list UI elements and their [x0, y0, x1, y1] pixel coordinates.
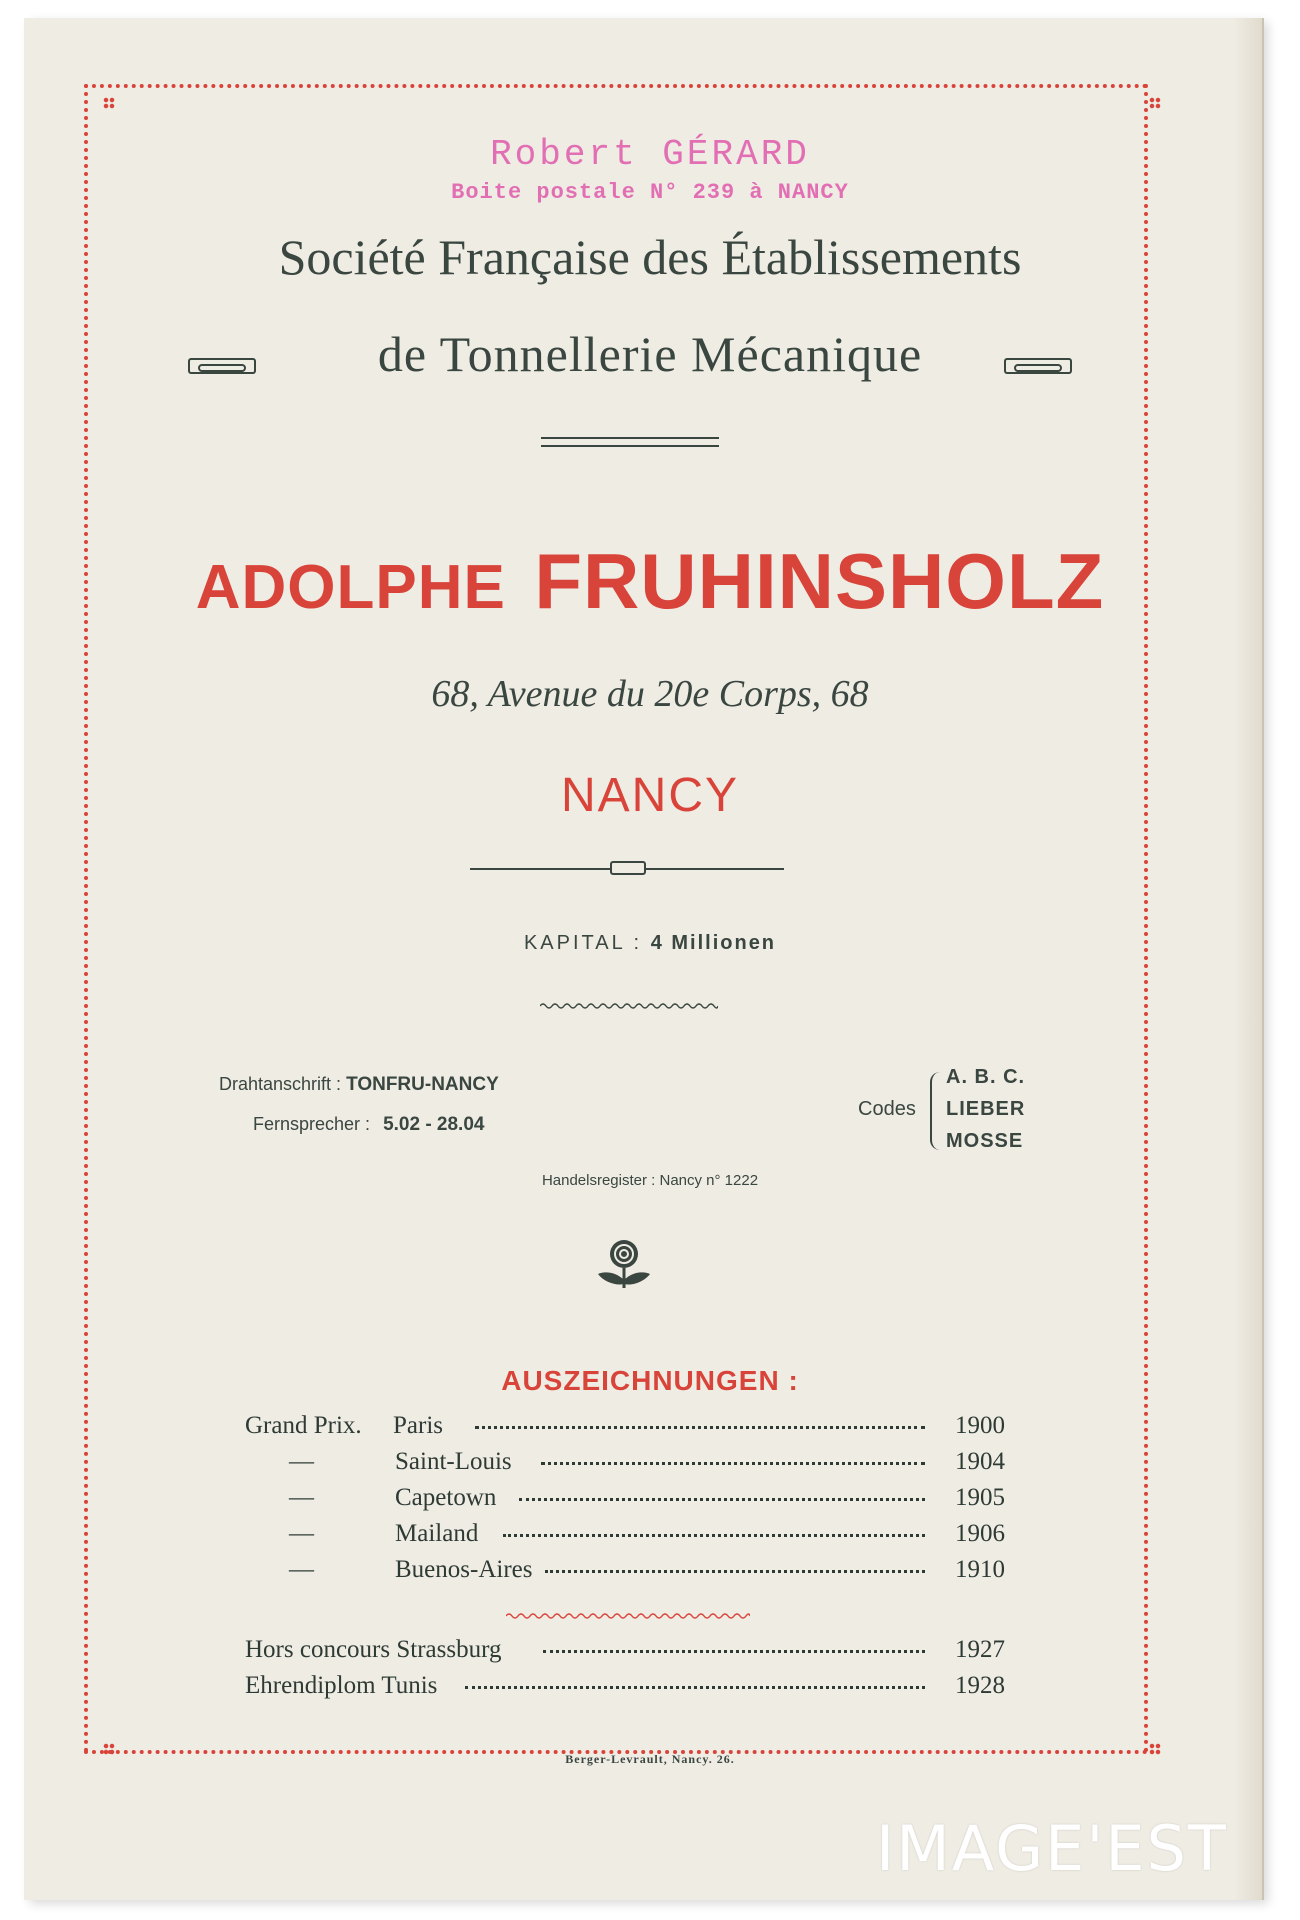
award-year: 1906 — [955, 1520, 1005, 1547]
proprietor-name — [0, 536, 1300, 627]
award-row — [245, 1448, 1005, 1482]
award-row — [245, 1520, 1005, 1554]
street-address: 68, Avenue du 20e Corps, 68 — [431, 673, 869, 715]
award-row — [245, 1556, 1005, 1590]
code-item: MOSSE — [946, 1130, 1024, 1152]
award-city: Saint-Louis — [395, 1448, 512, 1475]
code-item: LIEBER — [946, 1098, 1026, 1120]
leader-dots — [465, 1686, 925, 1689]
telegram-line — [219, 1074, 499, 1096]
code-item: A. B. C. — [946, 1066, 1026, 1088]
capital-line — [0, 932, 1300, 955]
right-ornament-icon — [1004, 358, 1072, 374]
award-year: 1904 — [955, 1448, 1005, 1475]
award-city: Buenos-Aires — [395, 1556, 533, 1583]
phone-label: Fernsprecher : — [253, 1114, 371, 1134]
watermark: IMAGE'EST — [876, 1812, 1228, 1885]
award-year: 1910 — [955, 1556, 1005, 1583]
award-dash: — — [289, 1484, 314, 1511]
capital-value: 4 Millionen — [650, 932, 777, 954]
award-row — [245, 1484, 1005, 1518]
proprietor-first-name: ADOLPHE — [195, 553, 506, 622]
leader-dots — [503, 1534, 925, 1537]
leader-dots — [545, 1570, 925, 1573]
codes-label: Codes — [858, 1098, 916, 1120]
award-year: 1928 — [955, 1672, 1005, 1699]
award-prize-label: Grand Prix. — [245, 1412, 362, 1439]
printer-credit: Berger-Levrault, Nancy. 26. — [565, 1752, 735, 1766]
city-name: NANCY — [560, 769, 740, 822]
proprietor-last-name: FRUHINSHOLZ — [534, 537, 1105, 625]
award-dash: — — [289, 1520, 314, 1547]
frame-corner-ornament — [1149, 97, 1161, 109]
divider-ornament-icon — [610, 861, 646, 875]
red-wavy-separator — [506, 1612, 750, 1620]
telegram-value: TONFRU-NANCY — [346, 1074, 499, 1095]
award-row — [245, 1636, 1005, 1670]
divider-line-left — [470, 868, 610, 870]
awards-title: AUSZEICHNUNGEN : — [501, 1365, 799, 1396]
award-dash: — — [289, 1556, 314, 1583]
award-year: 1927 — [955, 1636, 1005, 1663]
trade-register: Handelsregister : Nancy n° 1222 — [541, 1172, 759, 1189]
phone-line — [253, 1114, 484, 1136]
award-year: 1900 — [955, 1412, 1005, 1439]
award-dash: — — [289, 1448, 314, 1475]
divider-line-right — [646, 868, 784, 870]
company-line-2: de Tonnellerie Mécanique — [377, 326, 923, 382]
award-city: Capetown — [395, 1484, 497, 1511]
codes-brace — [930, 1072, 942, 1150]
frame-corner-ornament — [103, 97, 115, 109]
leader-dots — [475, 1426, 925, 1429]
telegram-label: Drahtanschrift : — [219, 1074, 342, 1094]
phone-value: 5.02 - 28.04 — [383, 1114, 485, 1135]
leader-dots — [519, 1498, 925, 1501]
award-extra-label: Hors concours Strassburg — [245, 1636, 502, 1663]
wavy-divider — [540, 1002, 718, 1010]
award-row — [245, 1672, 1005, 1706]
award-extra-label: Ehrendiplom Tunis — [245, 1672, 438, 1699]
stamp-name: Robert GÉRARD — [490, 134, 810, 175]
capital-label: KAPITAL : — [523, 932, 643, 954]
left-ornament-icon — [188, 358, 256, 374]
stamp-postbox: Boite postale N° 239 à NANCY — [451, 180, 849, 205]
award-year: 1905 — [955, 1484, 1005, 1511]
rose-emblem-icon — [594, 1238, 654, 1292]
leader-dots — [541, 1462, 925, 1465]
double-rule-divider — [541, 437, 719, 447]
award-city: Mailand — [395, 1520, 479, 1547]
award-row — [245, 1412, 1005, 1446]
leader-dots — [543, 1650, 925, 1653]
company-line-1: Société Française des Établissements — [278, 229, 1022, 285]
award-city: Paris — [393, 1412, 443, 1439]
